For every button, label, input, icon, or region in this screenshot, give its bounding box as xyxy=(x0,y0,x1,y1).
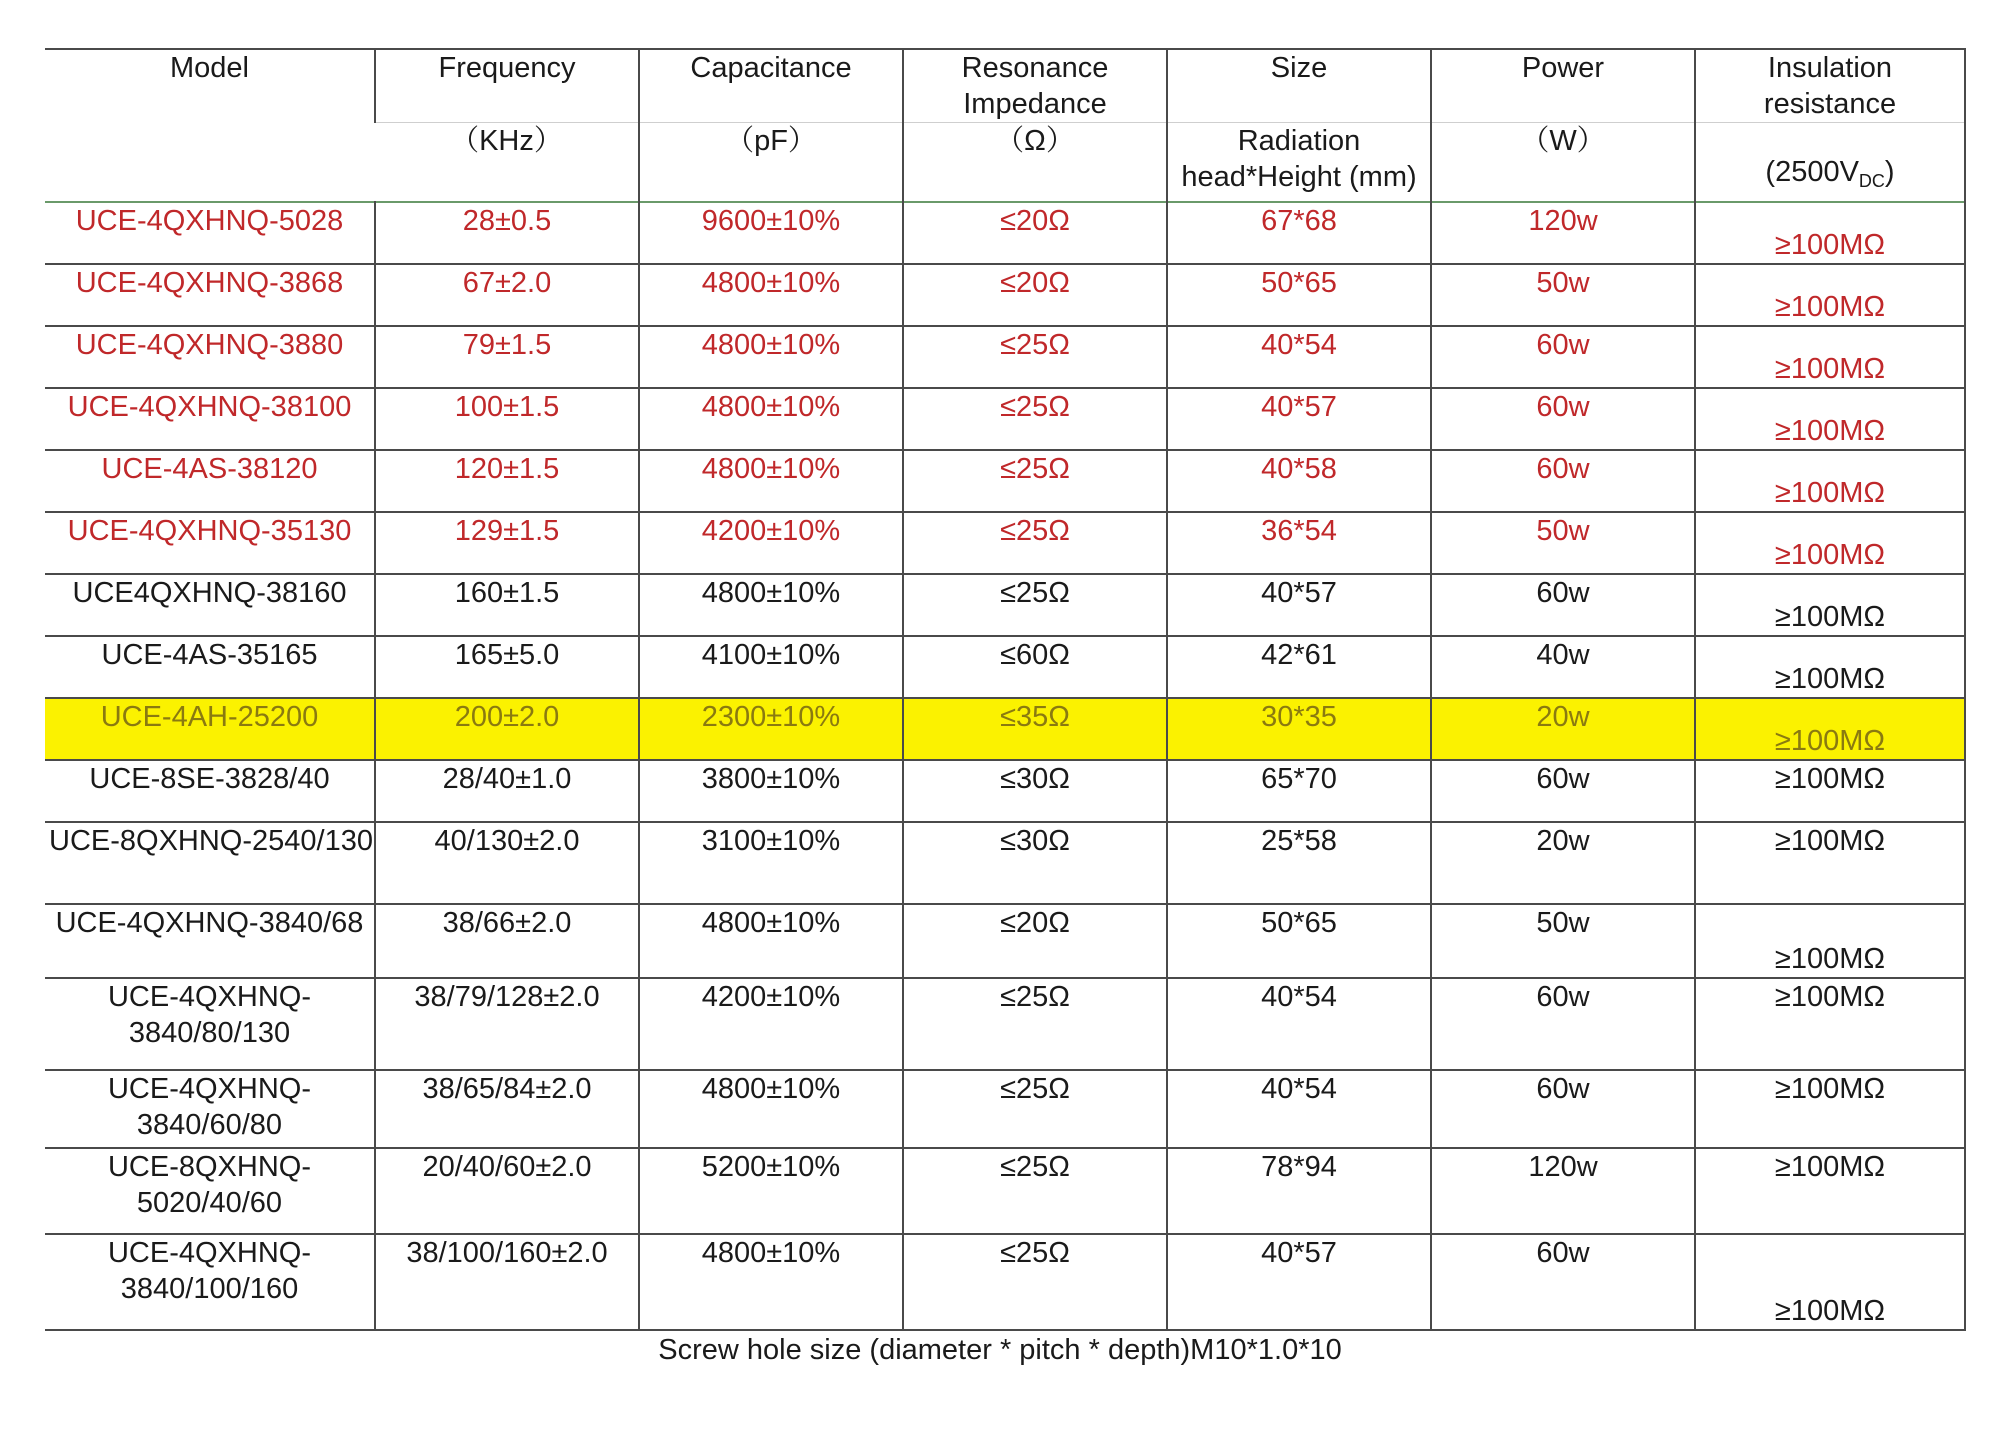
cell-impedance: ≤25Ω xyxy=(903,574,1167,636)
table-row xyxy=(45,636,1965,698)
spec-table xyxy=(45,48,1966,1331)
cell-capacitance: 4800±10% xyxy=(639,1234,903,1330)
cell-insulation: ≥100MΩ xyxy=(1695,1234,1965,1330)
cell-frequency: 165±5.0 xyxy=(375,636,639,698)
table-row-highlighted xyxy=(45,698,1965,760)
header-model: Model xyxy=(45,49,375,202)
header-impedance-unit: （Ω） xyxy=(903,123,1167,203)
header-resonance-line2: Impedance xyxy=(963,88,1107,120)
table-row xyxy=(45,202,1965,264)
cell-size: 67*68 xyxy=(1167,202,1431,264)
cell-frequency: 120±1.5 xyxy=(375,450,639,512)
cell-size: 25*58 xyxy=(1167,822,1431,904)
cell-size: 40*54 xyxy=(1167,978,1431,1070)
cell-capacitance: 4800±10% xyxy=(639,326,903,388)
cell-impedance: ≤25Ω xyxy=(903,326,1167,388)
cell-insulation: ≥100MΩ xyxy=(1695,574,1965,636)
cell-impedance: ≤25Ω xyxy=(903,978,1167,1070)
cell-power: 40w xyxy=(1431,636,1695,698)
header-size-unit-line2: head*Height (mm) xyxy=(1181,161,1417,193)
cell-impedance: ≤25Ω xyxy=(903,1148,1167,1234)
cell-model: UCE-8SE-3828/40 xyxy=(89,763,330,795)
cell-model-line2: 3840/60/80 xyxy=(136,1109,283,1141)
cell-capacitance: 3800±10% xyxy=(639,760,903,822)
cell-power: 60w xyxy=(1431,388,1695,450)
cell-capacitance: 4800±10% xyxy=(639,574,903,636)
cell-power: 60w xyxy=(1431,1070,1695,1148)
cell-frequency: 200±2.0 xyxy=(375,698,639,760)
cell-impedance: ≤30Ω xyxy=(903,822,1167,904)
header-size: Size xyxy=(1167,49,1431,123)
cell-impedance: ≤25Ω xyxy=(903,388,1167,450)
cell-insulation: ≥100MΩ xyxy=(1695,388,1965,450)
cell-frequency: 160±1.5 xyxy=(375,574,639,636)
cell-size: 40*57 xyxy=(1167,1234,1431,1330)
cell-insulation: ≥100MΩ xyxy=(1695,636,1965,698)
cell-power: 60w xyxy=(1431,574,1695,636)
cell-impedance: ≤35Ω xyxy=(903,698,1167,760)
cell-insulation: ≥100MΩ xyxy=(1695,698,1965,760)
cell-model: UCE-4QXHNQ-35130 xyxy=(67,515,352,547)
header-resonance-impedance xyxy=(903,49,1167,123)
cell-impedance: ≤20Ω xyxy=(903,264,1167,326)
table-row xyxy=(45,326,1965,388)
table-row xyxy=(45,1148,1965,1234)
cell-power: 60w xyxy=(1431,978,1695,1070)
cell-model xyxy=(45,1070,375,1148)
cell-impedance: ≤25Ω xyxy=(903,512,1167,574)
header-insulation-resistance xyxy=(1695,49,1965,123)
cell-model xyxy=(45,1148,375,1234)
cell-insulation: ≥100MΩ xyxy=(1695,326,1965,388)
cell-model: UCE4QXHNQ-38160 xyxy=(72,577,347,609)
header-capacitance-unit: （pF） xyxy=(639,123,903,203)
cell-capacitance: 4800±10% xyxy=(639,264,903,326)
cell-frequency: 129±1.5 xyxy=(375,512,639,574)
cell-insulation: ≥100MΩ xyxy=(1695,760,1965,822)
cell-size: 40*54 xyxy=(1167,326,1431,388)
cell-size: 40*58 xyxy=(1167,450,1431,512)
header-frequency-unit: （KHz） xyxy=(375,123,639,203)
cell-capacitance: 2300±10% xyxy=(639,698,903,760)
cell-power: 50w xyxy=(1431,512,1695,574)
cell-capacitance: 4200±10% xyxy=(639,978,903,1070)
cell-capacitance: 3100±10% xyxy=(639,822,903,904)
table-row xyxy=(45,978,1965,1070)
cell-size: 40*57 xyxy=(1167,388,1431,450)
table-body xyxy=(45,202,1965,1330)
table-header xyxy=(45,49,1965,202)
cell-impedance: ≤30Ω xyxy=(903,760,1167,822)
cell-insulation: ≥100MΩ xyxy=(1695,822,1965,904)
cell-impedance: ≤20Ω xyxy=(903,904,1167,978)
table-row xyxy=(45,1070,1965,1148)
cell-size: 42*61 xyxy=(1167,636,1431,698)
cell-model xyxy=(45,1234,375,1330)
cell-frequency: 38/79/128±2.0 xyxy=(375,978,639,1070)
cell-model: UCE-8QXHNQ-2540/130 xyxy=(49,825,373,857)
table-row xyxy=(45,450,1965,512)
cell-frequency: 28±0.5 xyxy=(375,202,639,264)
cell-frequency: 100±1.5 xyxy=(375,388,639,450)
cell-frequency: 67±2.0 xyxy=(375,264,639,326)
cell-size: 65*70 xyxy=(1167,760,1431,822)
cell-model: UCE-4QXHNQ-38100 xyxy=(67,391,352,423)
cell-frequency: 38/100/160±2.0 xyxy=(375,1234,639,1330)
cell-capacitance: 4200±10% xyxy=(639,512,903,574)
table-row xyxy=(45,574,1965,636)
header-power-unit: （W） xyxy=(1431,123,1695,203)
footnote: Screw hole size (diameter * pitch * depth)M10*1.0*10 xyxy=(658,1334,1342,1366)
header-size-unit-line1: Radiation xyxy=(1237,125,1361,157)
header-power: Power xyxy=(1431,49,1695,123)
cell-frequency: 28/40±1.0 xyxy=(375,760,639,822)
cell-impedance: ≤60Ω xyxy=(903,636,1167,698)
header-insulation-unit xyxy=(1695,123,1965,203)
cell-impedance: ≤25Ω xyxy=(903,450,1167,512)
cell-model-line2: 3840/100/160 xyxy=(120,1273,299,1305)
cell-size: 40*57 xyxy=(1167,574,1431,636)
cell-frequency: 40/130±2.0 xyxy=(375,822,639,904)
cell-capacitance: 4100±10% xyxy=(639,636,903,698)
table-row xyxy=(45,264,1965,326)
cell-insulation: ≥100MΩ xyxy=(1695,1148,1965,1234)
table-row xyxy=(45,760,1965,822)
cell-impedance: ≤25Ω xyxy=(903,1070,1167,1148)
cell-insulation: ≥100MΩ xyxy=(1695,512,1965,574)
header-frequency: Frequency xyxy=(375,49,639,123)
cell-model-line1: UCE-4QXHNQ- xyxy=(107,981,311,1013)
cell-power: 60w xyxy=(1431,760,1695,822)
header-insulation-unit-end: ) xyxy=(1884,156,1895,188)
cell-insulation: ≥100MΩ xyxy=(1695,978,1965,1070)
table-row xyxy=(45,1234,1965,1330)
cell-model: UCE-4QXHNQ-3868 xyxy=(75,267,344,299)
cell-power: 60w xyxy=(1431,450,1695,512)
table-row xyxy=(45,822,1965,904)
header-capacitance: Capacitance xyxy=(639,49,903,123)
header-resonance-line1: Resonance xyxy=(961,52,1109,84)
table-row xyxy=(45,904,1965,978)
cell-model-line1: UCE-4QXHNQ- xyxy=(107,1073,311,1105)
cell-power: 60w xyxy=(1431,326,1695,388)
cell-model: UCE-4AH-25200 xyxy=(45,698,375,760)
header-insulation-unit-sub: DC xyxy=(1858,171,1885,191)
cell-model: UCE-4AS-38120 xyxy=(101,453,318,485)
cell-power: 50w xyxy=(1431,264,1695,326)
cell-model xyxy=(45,978,375,1070)
cell-size: 36*54 xyxy=(1167,512,1431,574)
cell-size: 78*94 xyxy=(1167,1148,1431,1234)
cell-model-line2: 5020/40/60 xyxy=(136,1187,283,1219)
cell-model-line1: UCE-8QXHNQ- xyxy=(107,1151,311,1183)
cell-model: UCE-4QXHNQ-3840/68 xyxy=(55,907,364,939)
header-size-unit xyxy=(1167,123,1431,203)
cell-power: 120w xyxy=(1431,1148,1695,1234)
cell-frequency: 38/66±2.0 xyxy=(375,904,639,978)
cell-insulation: ≥100MΩ xyxy=(1695,450,1965,512)
cell-insulation: ≥100MΩ xyxy=(1695,202,1965,264)
cell-model: UCE-4AS-35165 xyxy=(101,639,318,671)
cell-power: 120w xyxy=(1431,202,1695,264)
cell-frequency: 79±1.5 xyxy=(375,326,639,388)
cell-impedance: ≤20Ω xyxy=(903,202,1167,264)
cell-power: 60w xyxy=(1431,1234,1695,1330)
cell-capacitance: 4800±10% xyxy=(639,1070,903,1148)
cell-insulation: ≥100MΩ xyxy=(1695,264,1965,326)
cell-model-line1: UCE-4QXHNQ- xyxy=(107,1237,311,1269)
cell-size: 50*65 xyxy=(1167,904,1431,978)
cell-power: 20w xyxy=(1431,822,1695,904)
cell-capacitance: 4800±10% xyxy=(639,904,903,978)
cell-frequency: 20/40/60±2.0 xyxy=(375,1148,639,1234)
cell-insulation: ≥100MΩ xyxy=(1695,1070,1965,1148)
cell-size: 30*35 xyxy=(1167,698,1431,760)
cell-insulation: ≥100MΩ xyxy=(1695,904,1965,978)
cell-size: 40*54 xyxy=(1167,1070,1431,1148)
cell-capacitance: 5200±10% xyxy=(639,1148,903,1234)
cell-power: 50w xyxy=(1431,904,1695,978)
header-insulation-unit-main: (2500V xyxy=(1765,156,1859,188)
cell-capacitance: 4800±10% xyxy=(639,388,903,450)
cell-capacitance: 9600±10% xyxy=(639,202,903,264)
header-insulation-line1: Insulation xyxy=(1767,52,1893,84)
cell-capacitance: 4800±10% xyxy=(639,450,903,512)
cell-impedance: ≤25Ω xyxy=(903,1234,1167,1330)
cell-model: UCE-4QXHNQ-3880 xyxy=(75,329,344,361)
table-row xyxy=(45,512,1965,574)
cell-size: 50*65 xyxy=(1167,264,1431,326)
cell-model: UCE-4QXHNQ-5028 xyxy=(75,205,344,237)
table-row xyxy=(45,388,1965,450)
cell-frequency: 38/65/84±2.0 xyxy=(375,1070,639,1148)
cell-power: 20w xyxy=(1431,698,1695,760)
cell-model-line2: 3840/80/130 xyxy=(128,1017,291,1049)
header-insulation-line2: resistance xyxy=(1763,88,1897,120)
